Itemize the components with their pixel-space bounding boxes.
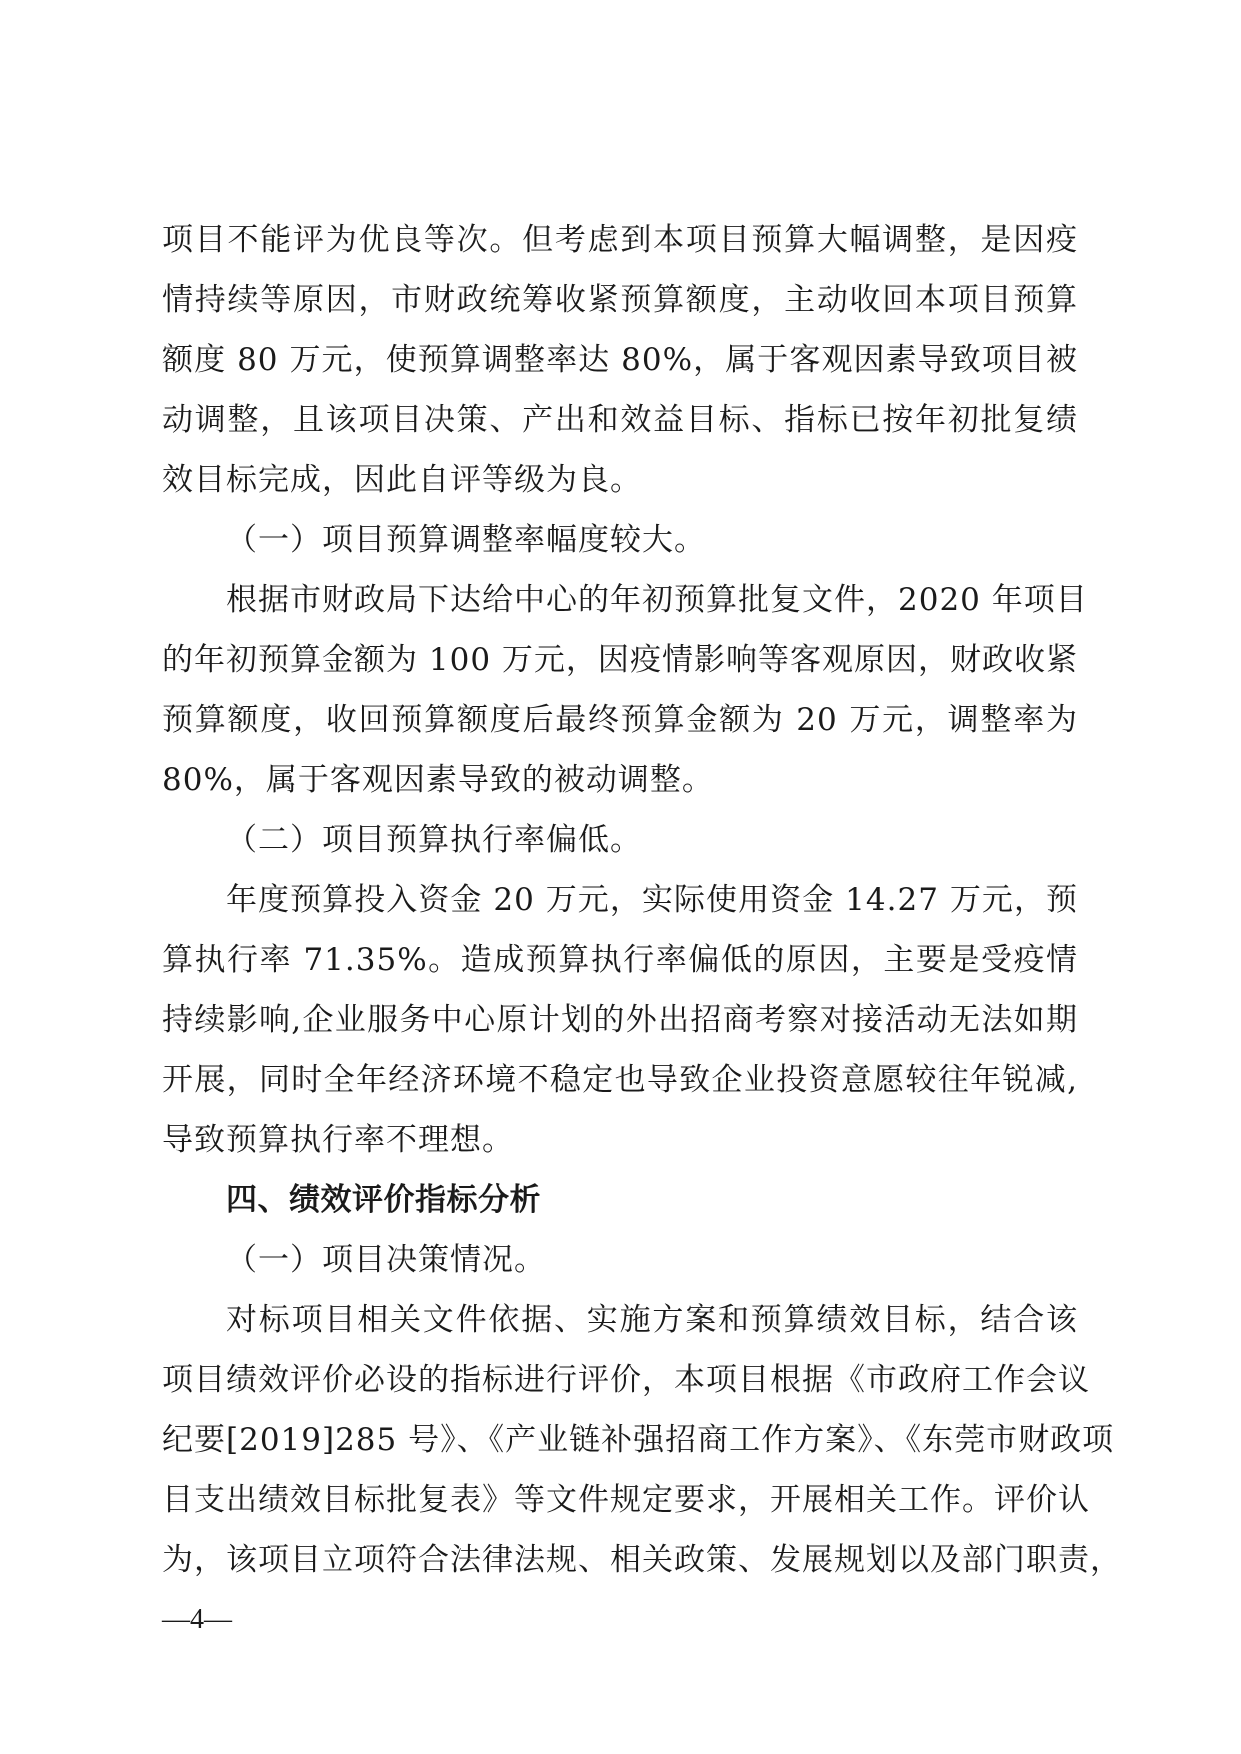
paragraph-line: 导致预算执行率不理想。 xyxy=(162,1122,514,1158)
paragraph-line: 对标项目相关文件依据、实施方案和预算绩效目标，结合该 xyxy=(226,1302,1078,1338)
subheading: （二）项目预算执行率偏低。 xyxy=(226,822,642,858)
paragraph-line: 为，该项目立项符合法律法规、相关政策、发展规划以及部门职责， xyxy=(162,1542,1122,1578)
paragraph-line: 效目标完成，因此自评等级为良。 xyxy=(162,462,642,498)
paragraph-line: 额度 80 万元，使预算调整率达 80%，属于客观因素导致项目被 xyxy=(162,342,1078,378)
paragraph-line: 80%，属于客观因素导致的被动调整。 xyxy=(162,762,714,798)
paragraph-line: 项目绩效评价必设的指标进行评价，本项目根据《市政府工作会议 xyxy=(162,1362,1090,1398)
subheading: （一）项目预算调整率幅度较大。 xyxy=(226,522,706,558)
paragraph-line: 动调整，且该项目决策、产出和效益目标、指标已按年初批复绩 xyxy=(162,402,1078,438)
page-number: —4— xyxy=(162,1604,232,1635)
section-heading: 四、绩效评价指标分析 xyxy=(226,1182,541,1218)
paragraph-line: 项目不能评为优良等次。但考虑到本项目预算大幅调整，是因疫 xyxy=(162,222,1078,258)
paragraph-line: 预算额度，收回预算额度后最终预算金额为 20 万元，调整率为 xyxy=(162,702,1078,738)
paragraph-line: 根据市财政局下达给中心的年初预算批复文件，2020 年项目 xyxy=(226,582,1088,618)
paragraph-line: 的年初预算金额为 100 万元，因疫情影响等客观原因，财政收紧 xyxy=(162,642,1078,678)
document-body xyxy=(162,210,1122,1590)
paragraph-line: 年度预算投入资金 20 万元，实际使用资金 14.27 万元，预 xyxy=(226,882,1078,918)
paragraph-line: 开展，同时全年经济环境不稳定也导致企业投资意愿较往年锐减, xyxy=(162,1062,1078,1098)
paragraph-line: 算执行率 71.35%。造成预算执行率偏低的原因，主要是受疫情 xyxy=(162,942,1078,978)
paragraph-line: 纪要[2019]285 号》、《产业链补强招商工作方案》、《东莞市财政项 xyxy=(162,1422,1115,1458)
paragraph-line: 情持续等原因，市财政统筹收紧预算额度，主动收回本项目预算 xyxy=(162,282,1078,318)
subheading: （一）项目决策情况。 xyxy=(226,1242,546,1278)
paragraph-line: 持续影响,企业服务中心原计划的外出招商考察对接活动无法如期 xyxy=(162,1002,1078,1038)
paragraph-line: 目支出绩效目标批复表》等文件规定要求，开展相关工作。评价认 xyxy=(162,1482,1090,1518)
